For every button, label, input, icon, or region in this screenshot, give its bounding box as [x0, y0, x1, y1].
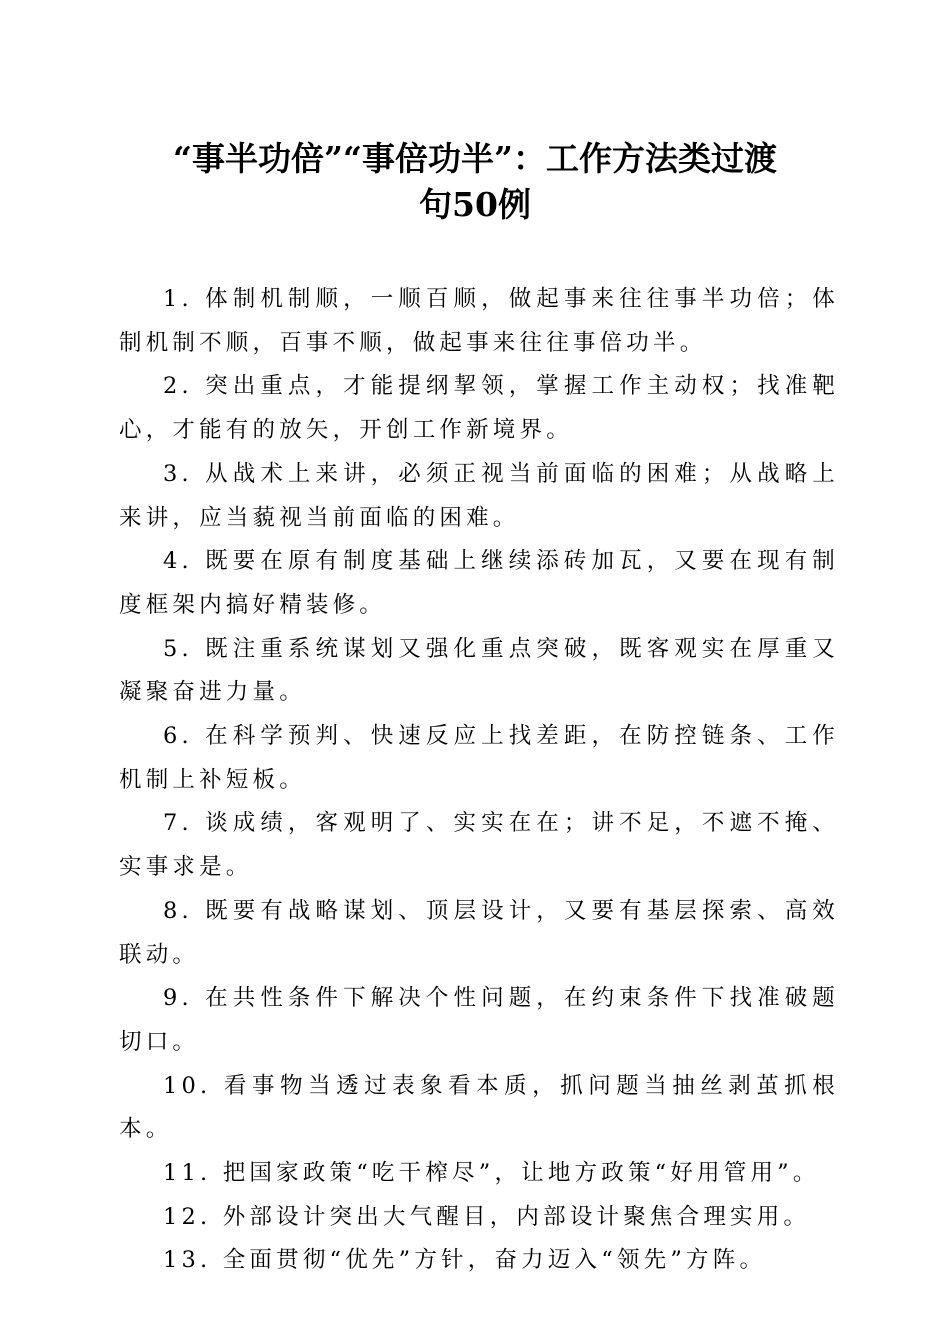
- list-item: 8. 既要有战略谋划、顶层设计，又要有基层探索、高效联动。: [119, 897, 839, 968]
- list-item: 5. 既注重系统谋划又强化重点突破，既客观实在厚重又凝聚奋进力量。: [119, 635, 839, 706]
- document-title: [100, 136, 850, 228]
- list-item: 10. 看事物当透过表象看本质，抓问题当抽丝剥茧抓根本。: [119, 1072, 839, 1143]
- list-item: 3. 从战术上来讲，必须正视当前面临的困难；从战略上来讲，应当藐视当前面临的困难。: [119, 460, 839, 531]
- list-item: 12. 外部设计突出大气醒目，内部设计聚焦合理实用。: [163, 1203, 811, 1230]
- list-item: 4. 既要在原有制度基础上继续添砖加瓦，又要在现有制度框架内搞好精装修。: [119, 548, 839, 618]
- list-item: 7. 谈成绩，客观明了、实实在在；讲不足，不遮不掩、实事求是。: [119, 810, 839, 881]
- title-line-2: 句50例: [419, 185, 531, 224]
- title-line-1: “事半功倍”“事倍功半”：工作方法类过渡: [173, 139, 777, 178]
- list-item: 1. 体制机制顺，一顺百顺，做起事来往往事半功倍；体制机制不顺，百事不顺，做起事来往往事倍功半。: [119, 286, 839, 356]
- document-body: [119, 278, 839, 1283]
- list-item: 6. 在科学预判、快速反应上找差距，在防控链条、工作机制上补短板。: [119, 723, 839, 793]
- list-item: 9. 在共性条件下解决个性问题，在约束条件下找准破题切口。: [119, 985, 839, 1055]
- list-item: 13. 全面贯彻“优先”方针，奋力迈入“领先”方阵。: [163, 1247, 767, 1274]
- list-item: 11. 把国家政策“吃干榨尽”，让地方政策“好用管用”。: [163, 1160, 820, 1187]
- list-item: 2. 突出重点，才能提纲挈领，掌握工作主动权；找准靶心，才能有的放矢，开创工作新境界。: [119, 373, 839, 444]
